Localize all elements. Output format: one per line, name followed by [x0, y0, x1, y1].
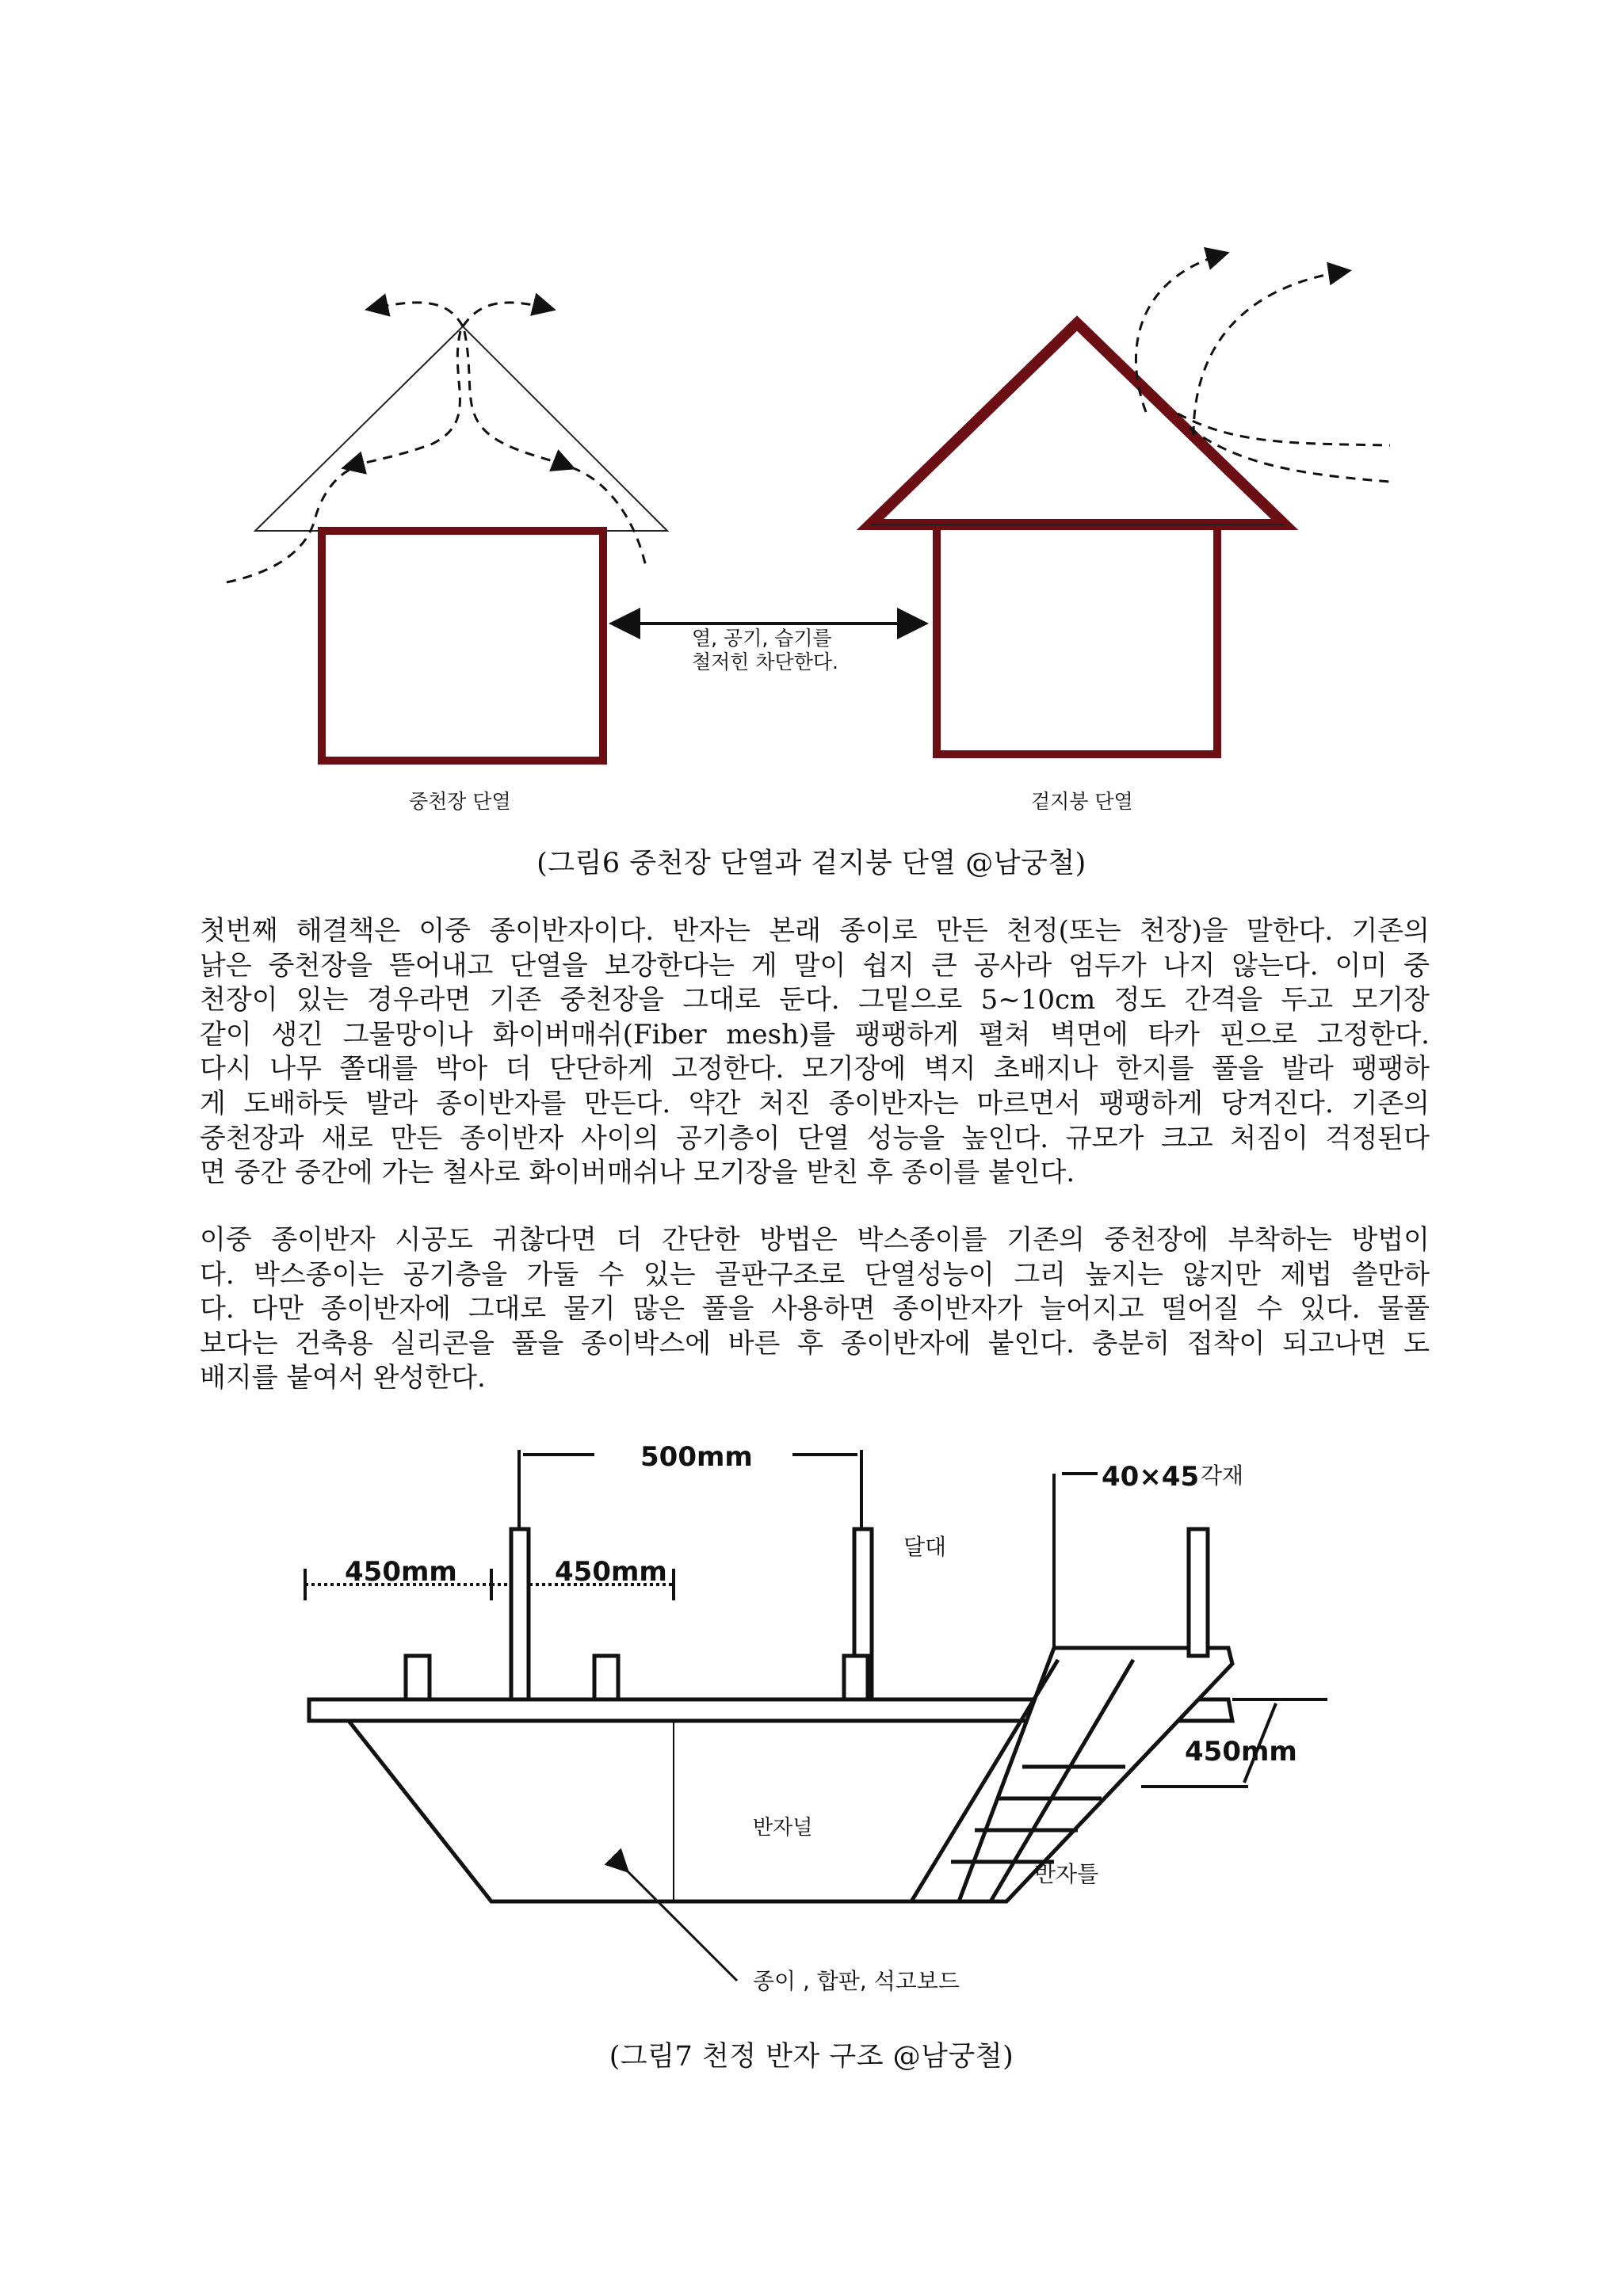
- paragraph-line: 배지를 붙여서 완성한다.: [200, 1362, 486, 1394]
- dim-left-b: 450mm: [555, 1556, 667, 1588]
- lumber-label: 각재: [1201, 1463, 1244, 1489]
- paragraph-line: 이중 종이반자 시공도 귀찮다면 더 간단한 방법은 박스종이를 기존의 중천장에 부착하는 방법이: [200, 1224, 1430, 1256]
- figure6-caption: (그림6 중천장 단열과 겉지붕 단열 @남궁철): [537, 848, 1086, 879]
- paragraph-line: 같이 생긴 그물망이나 화이버매쉬(Fiber mesh)를 팽팽하게 펼쳐 벽면에 타카 핀으로 고정한다.: [200, 1018, 1430, 1051]
- dim-left-a: 450mm: [345, 1556, 457, 1588]
- panel-label: 반자널: [753, 1816, 813, 1840]
- paragraph-line: 첫번째 해결책은 이중 종이반자이다. 반자는 본래 종이로 만든 천정(또는 천장)을 말한다. 기존의: [200, 915, 1430, 947]
- paragraph-line: 천장이 있는 경우라면 기존 중천장을 그대로 둔다. 그밑으로 5~10cm 정도 간격을 두고 모기장: [200, 984, 1430, 1016]
- right-house-roof: [870, 323, 1285, 524]
- hanger-label: 달대: [903, 1534, 947, 1560]
- frame-label: 반자틀: [1034, 1861, 1099, 1887]
- right-diagram-label: 겉지붕 단열: [1031, 790, 1133, 813]
- arrow-note-line1: 열, 공기, 습기를: [692, 627, 832, 650]
- airflow-dashed-arrow: [464, 331, 571, 467]
- airflow-dashed-line: [571, 467, 647, 570]
- paragraph-line: 면 중간 중간에 가는 철사로 화이버매쉬나 모기장을 받친 후 종이를 붙인다.: [200, 1157, 1075, 1189]
- airflow-dashed-arrow: [346, 331, 460, 467]
- lumber-size: 40×45: [1102, 1461, 1200, 1493]
- arrow-note-line2: 철저힌 차단한다.: [692, 650, 838, 673]
- left-diagram-label: 중천장 단열: [409, 790, 511, 813]
- left-house-roof: [255, 326, 667, 531]
- dim-top: 500mm: [640, 1441, 753, 1473]
- paragraph-line: 게 도배하듯 발라 종이반자를 만든다. 약간 처진 종이반자는 마르면서 팽팽하게 당겨진다. 기존의: [200, 1087, 1430, 1119]
- airflow-dashed-line: [227, 467, 353, 582]
- airflow-dashed-arrow: [369, 303, 463, 326]
- paragraph-line: 보다는 건축용 실리콘을 풀을 종이박스에 바른 후 종이반자에 붙인다. 충분히 접착이 되고나면 도: [200, 1327, 1430, 1360]
- material-label: 종이 , 합판, 석고보드: [753, 1968, 960, 1994]
- paragraph-line: 다시 나무 쫄대를 박아 더 단단하게 고정한다. 모기장에 벽지 초배지나 한지를 풀을 발라 팽팽하: [200, 1053, 1430, 1085]
- wind-dashed-arrow: [1193, 271, 1347, 436]
- paragraph-line: 중천장과 새로 만든 종이반자 사이의 공기층이 단열 성능을 높인다. 규모가 크고 처짐이 걱정된다: [200, 1122, 1430, 1154]
- right-house-wall: [937, 527, 1217, 754]
- figure6-diagram: [219, 230, 1407, 848]
- figure7-caption: (그림7 천정 반자 구조 @남궁철): [609, 2041, 1014, 2073]
- left-house-ceiling-insulation: [227, 303, 667, 761]
- paragraph-line: 다. 박스종이는 공기층을 가둘 수 있는 골판구조로 단열성능이 그리 높지는 않지만 제법 쓸만하: [200, 1258, 1430, 1291]
- paragraph-line: 낡은 중천장을 뜯어내고 단열을 보강한다는 게 말이 쉽지 큰 공사라 엄두가 나지 않는다. 이미 중: [200, 949, 1430, 982]
- paragraph-2: [200, 1223, 1430, 1396]
- airflow-dashed-arrow: [463, 303, 552, 326]
- dim-right: 450mm: [1185, 1736, 1297, 1768]
- paragraph-line: 다. 다만 종이반자에 그대로 물기 많은 풀을 사용하면 종이반자가 늘어지고 떨어질 수 있다. 물풀: [200, 1293, 1430, 1325]
- right-house-roof-insulation: [870, 254, 1390, 754]
- left-house-wall: [322, 531, 603, 761]
- paragraph-1: [200, 914, 1430, 1191]
- figure7-diagram: [262, 1426, 1419, 2012]
